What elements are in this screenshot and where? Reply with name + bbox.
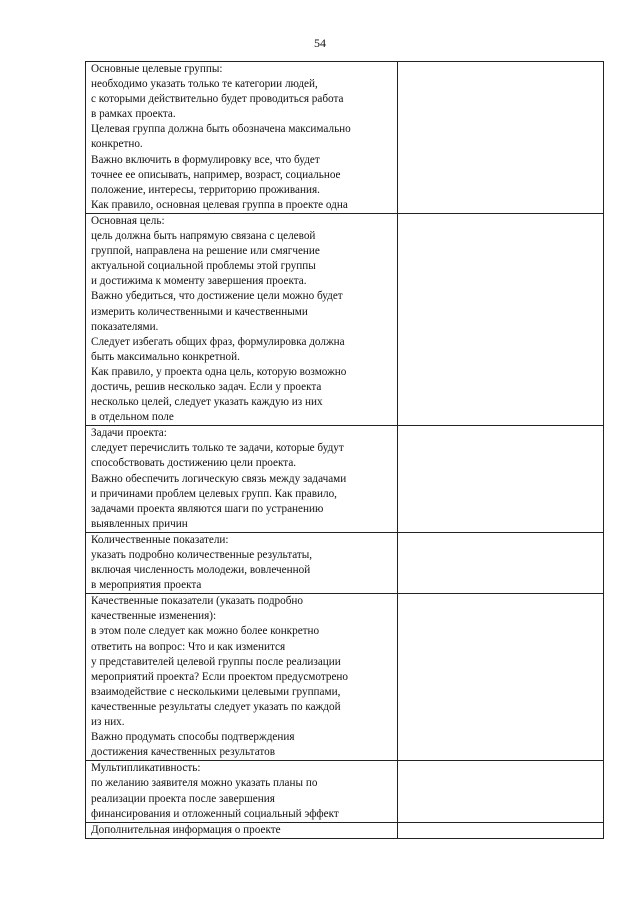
table-row [86, 62, 604, 214]
table-row [86, 594, 604, 761]
field-description-line: актуальной социальной проблемы этой группы [91, 260, 316, 273]
field-description-line: качественные результаты следует указать по каждой [91, 700, 341, 713]
field-description-line: выявленных причин [91, 517, 188, 530]
field-description-line: конкретно. [91, 138, 143, 151]
field-description-line: и причинами проблем целевых групп. Как правило, [91, 487, 337, 500]
field-description-line: цель должна быть напрямую связана с целевой [91, 230, 316, 243]
field-description-line: Следует избегать общих фраз, формулировка должна [91, 335, 345, 348]
field-description-line: способствовать достижению цели проекта. [91, 457, 297, 470]
field-description-line: Важно продумать способы подтверждения [91, 731, 295, 744]
table-row [86, 532, 604, 593]
field-heading: Основные целевые группы: [91, 63, 223, 75]
field-description-line: в мероприятия проекта [91, 579, 202, 592]
field-description-cell [86, 213, 398, 425]
field-description-line: быть максимально конкретной. [91, 350, 240, 363]
field-description-line: по желанию заявителя можно указать планы по [91, 777, 318, 790]
field-description-line: положение, интересы, территорию проживания. [91, 183, 320, 196]
field-description-line: из них. [91, 716, 125, 729]
field-description-line: включая численность молодежи, вовлеченной [91, 564, 311, 577]
table-row [86, 213, 604, 425]
field-description-line: достичь, решив несколько задач. Если у проекта [91, 380, 322, 393]
field-description-line: и достижима к моменту завершения проекта. [91, 275, 307, 288]
field-description-line: следует перечислить только те задачи, которые будут [91, 442, 344, 455]
field-description-cell [86, 761, 398, 822]
field-description-line: финансирования и отложенный социальный эффект [91, 807, 339, 820]
field-description-line: измерить количественными и качественными [91, 305, 308, 318]
field-description-line: достижения качественных результатов [91, 746, 276, 759]
field-value-cell[interactable] [398, 426, 604, 533]
field-value-cell[interactable] [398, 761, 604, 822]
field-description-line: необходимо указать только те категории людей, [91, 78, 318, 91]
field-description-cell [86, 532, 398, 593]
field-heading: Основная цель: [91, 214, 165, 227]
field-description-line: в этом поле следует как можно более конкретно [91, 625, 320, 638]
field-description-line: качественные изменения): [91, 610, 217, 623]
field-description-cell [86, 62, 398, 214]
field-description-line: группой, направлена на решение или смягчение [91, 245, 320, 258]
field-description-line: мероприятий проекта? Если проектом предусмотрено [91, 670, 348, 683]
field-value-cell[interactable] [398, 532, 604, 593]
field-description-line: указать подробно количественные результаты, [91, 549, 313, 561]
field-value-cell[interactable] [398, 62, 604, 214]
field-description-cell [86, 594, 398, 761]
field-description-line: в рамках проекта. [91, 108, 176, 121]
field-heading: Задачи проекта: [91, 427, 167, 440]
table-row [86, 426, 604, 533]
field-heading: Количественные показатели: [91, 533, 229, 546]
field-description-line: Важно убедиться, что достижение цели можно будет [91, 290, 343, 303]
field-description-line: Целевая группа должна быть обозначена максимально [91, 123, 351, 136]
field-description-line: Важно обеспечить логическую связь между задачами [91, 472, 347, 485]
field-description-line: несколько целей, следует указать каждую из них [91, 396, 323, 409]
field-heading: Качественные показатели (указать подробно [91, 595, 303, 608]
field-description-line: взаимодействие с несколькими целевыми группами, [91, 685, 341, 698]
field-description-line: в отдельном поле [91, 411, 174, 424]
field-description-line: Важно включить в формулировку все, что будет [91, 153, 320, 166]
field-description-line: Как правило, основная целевая группа в проекте одна [91, 198, 348, 211]
project-form-table [85, 61, 604, 839]
field-description-line: у представителей целевой группы после реализации [91, 655, 341, 668]
field-description-line: показателями. [91, 320, 159, 333]
field-heading: Мультипликативность: [91, 762, 201, 775]
field-description-cell [86, 822, 398, 838]
field-description-line: Как правило, у проекта одна цель, которую возможно [91, 365, 347, 378]
field-description-cell [86, 426, 398, 533]
field-heading: Дополнительная информация о проекте [91, 823, 281, 836]
field-description-line: реализации проекта после завершения [91, 792, 275, 805]
table-row [86, 761, 604, 822]
table-body [86, 62, 604, 839]
page-number: 54 [314, 36, 326, 50]
field-description-line: точнее ее описывать, например, возраст, социальное [91, 168, 341, 181]
field-value-cell[interactable] [398, 213, 604, 425]
field-description-line: задачами проекта являются шаги по устранению [91, 502, 324, 515]
field-description-line: с которыми действительно будет проводиться работа [91, 93, 344, 106]
field-value-cell[interactable] [398, 594, 604, 761]
field-value-cell[interactable] [398, 822, 604, 838]
table-row [86, 822, 604, 838]
field-description-line: ответить на вопрос: Что и как изменится [91, 640, 286, 653]
